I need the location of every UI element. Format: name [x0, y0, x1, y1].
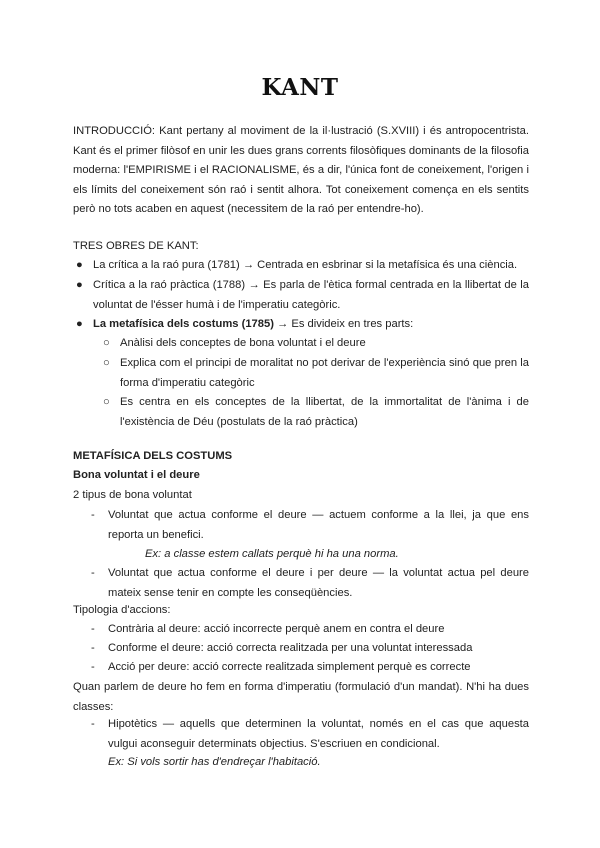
dash-list-item: - Acció per deure: acció correcte realitzada simplement perquè es correcte: [91, 658, 529, 678]
dash-list-item: - Voluntat que actua conforme el deure — actuem conforme a la llei, ja que ens reporta un benefici.: [91, 506, 529, 545]
paragraph: Quan parlem de deure ho fem en forma d'imperatiu (formulació d'un mandat). N'hi ha dues classes:: [73, 681, 529, 713]
paragraph: 2 tipus de bona voluntat: [73, 489, 192, 501]
bullet-disc-icon: ●: [76, 318, 83, 330]
obra-title-bold: La metafísica dels costums (1785): [93, 318, 274, 330]
section-heading: METAFÍSICA DELS COSTUMS: [73, 450, 233, 462]
dash-bullet: -: [91, 661, 95, 673]
dash-list-item: - Voluntat que actua conforme el deure i per deure — la voluntat actua pel deure mateix sense tenir en compte les conseqüències.: [91, 564, 529, 603]
dash-bullet: -: [91, 509, 95, 521]
dash-bullet: -: [91, 567, 95, 579]
sub-list-item: ○ Es centra en els conceptes de la llibertat, de la immortalitat de l'ànima i de l'existència de Déu (postulats de la raó pràctica): [103, 393, 529, 432]
sub-list-item: ○ Explica com el principi de moralitat no pot derivar de l'experiència sinó que pren la forma d'imperatiu categòric: [103, 354, 529, 393]
bullet-circle-icon: ○: [103, 357, 110, 369]
obres-heading: TRES OBRES DE KANT:: [73, 240, 199, 252]
paragraph: Tipologia d'accions:: [73, 604, 171, 616]
intro-paragraph: INTRODUCCIÓ: Kant pertany al moviment de la il·lustració (S.XVIII) i és antropocentrista. Kant és el primer filòsof en unir les dues grans corrents filosòfiques dominants de la filosofia moderna: l'EMPIRISME i el RACIONALISME, és a dir, l'única font de coneixement, l'origen i els límits del coneixement són raó i sentit alhora. Tot coneixement comença en els sentits però no tots acaben en aquest (necessitem de la raó per entendre-ho).: [73, 125, 529, 216]
sub-list-item: ○ Anàlisi dels conceptes de bona voluntat i el deure: [103, 334, 529, 354]
section-subheading: Bona voluntat i el deure: [73, 469, 200, 481]
dash-list-item: - Conforme el deure: acció correcta realitzada per una voluntat interessada: [91, 639, 529, 659]
dash-list-item: - Contrària al deure: acció incorrecte perquè anem en contra el deure: [91, 620, 529, 640]
bullet-disc-icon: ●: [76, 259, 83, 271]
dash-bullet: -: [91, 623, 95, 635]
bullet-disc-icon: ●: [76, 279, 83, 291]
example-text: Ex: Si vols sortir has d'endreçar l'habitació.: [108, 756, 321, 768]
list-item: ● La crítica a la raó pura (1781) → Centrada en esbrinar si la metafísica és una ciència.: [76, 256, 529, 276]
bullet-circle-icon: ○: [103, 396, 110, 408]
dash-bullet: -: [91, 642, 95, 654]
example-text: Ex: a classe estem callats perquè hi ha una norma.: [145, 548, 399, 560]
dash-bullet: -: [91, 718, 95, 730]
dash-list-item: - Hipotètics — aquells que determinen la voluntat, només en el cas que aquesta vulgui aconseguir determinats objectius. S'escriuen en condicional.: [91, 715, 529, 754]
list-item: ● Crítica a la raó pràctica (1788) → Es parla de l'ètica formal centrada en la llibertat de la voluntat de l'ésser humà i de l'imperatiu categòric.: [76, 276, 529, 315]
bullet-circle-icon: ○: [103, 337, 110, 349]
list-item: ● La metafísica dels costums (1785) → Es divideix en tres parts:: [76, 315, 529, 335]
page-title: KANT: [261, 74, 339, 101]
